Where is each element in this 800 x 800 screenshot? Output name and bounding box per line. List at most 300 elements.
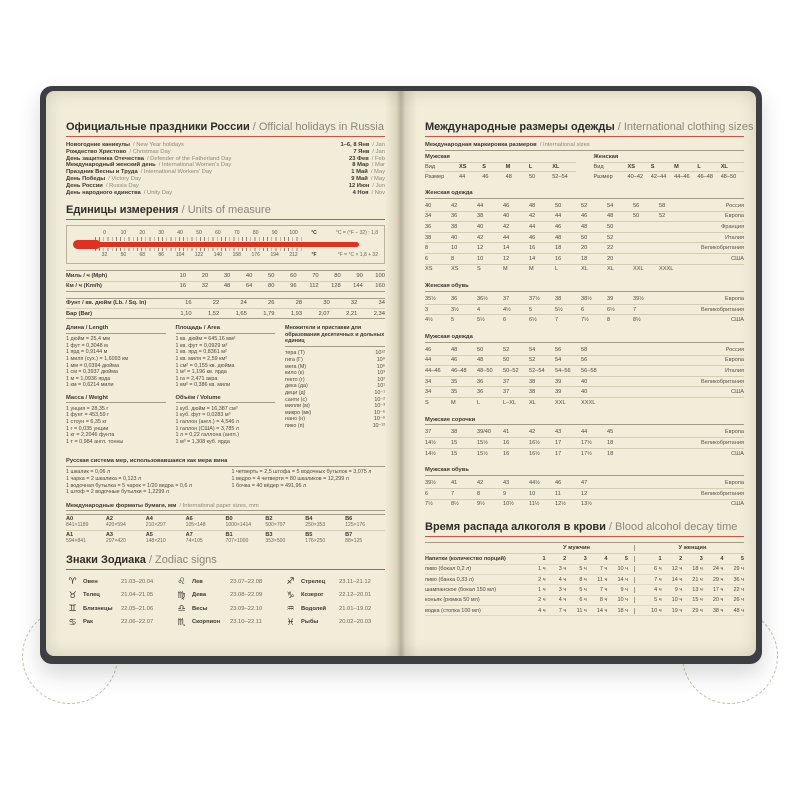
holiday-date-ru: 9 Май bbox=[351, 175, 368, 182]
zodiac-name: Телец bbox=[83, 592, 100, 599]
fahrenheit-value: 176 bbox=[251, 252, 260, 259]
size-cell: M bbox=[503, 266, 508, 273]
conversion-line: 1 т = 0,984 англ. тонны bbox=[66, 438, 124, 445]
holiday-name-en: / International Workers' Day bbox=[140, 169, 212, 176]
hours-cell: 7 ч bbox=[558, 607, 567, 614]
size-row-cells bbox=[425, 389, 607, 395]
size-cell: 56–58 bbox=[581, 367, 597, 374]
men-hours bbox=[525, 587, 628, 593]
size-cell: S bbox=[425, 399, 429, 406]
size-cell: 15 bbox=[451, 439, 458, 446]
conversion-line: 1 галлон (США) = 3,785 л bbox=[175, 425, 239, 432]
size-cell: 54 bbox=[529, 346, 536, 353]
women-hours bbox=[634, 577, 744, 583]
paper-format bbox=[106, 516, 146, 528]
celsius-value: 0 bbox=[103, 230, 106, 237]
paper-format-name: A3 bbox=[105, 532, 114, 539]
celsius-value: 20 bbox=[139, 230, 146, 237]
kind-cell: M bbox=[674, 163, 679, 170]
conversion-line: 1 миля (сух.) = 1,6093 км bbox=[66, 355, 129, 362]
men-group-header: У мужчин bbox=[562, 545, 591, 552]
size-row bbox=[425, 499, 744, 510]
size-cell: 18 bbox=[555, 245, 562, 252]
holiday-date-ru: 12 Июн bbox=[348, 182, 370, 189]
prefix-name: деци (д) bbox=[285, 389, 306, 396]
holiday-name bbox=[66, 169, 212, 176]
size-cell: 52 bbox=[529, 357, 536, 364]
units-section bbox=[66, 204, 385, 545]
row-label: Миль / ч (Mph) bbox=[66, 272, 108, 279]
country-label: Великобритания bbox=[701, 490, 744, 497]
size-cell: 40 bbox=[581, 389, 588, 396]
fahrenheit-value: 194 bbox=[270, 252, 279, 259]
size-cell: 37 bbox=[503, 296, 510, 303]
size-cell: 8 bbox=[425, 245, 429, 252]
size-cell: 42 bbox=[529, 213, 536, 220]
zodiac-section bbox=[66, 554, 385, 629]
hours-cell: 3 ч bbox=[558, 566, 567, 573]
prefix-name: санти (с) bbox=[285, 396, 307, 403]
zodiac-dates: 20.02–20.03 bbox=[339, 619, 372, 626]
size-section-title: Мужская обувь bbox=[425, 467, 744, 476]
value-cell: 1,79 bbox=[263, 310, 275, 317]
size-row-cells bbox=[425, 400, 607, 406]
prefix-row bbox=[285, 403, 385, 410]
zodiac-dates: 22.05–21.06 bbox=[121, 605, 154, 612]
size-cell: 38 bbox=[529, 378, 536, 385]
prefix-value: 10⁹ bbox=[376, 356, 385, 363]
prefix-name: пико (п) bbox=[285, 422, 305, 429]
drink-label: пиво (бокал 0,2 л) bbox=[425, 566, 472, 573]
value-cell: 34 bbox=[378, 300, 385, 307]
size-cell: 7 bbox=[555, 317, 559, 324]
marking-group-title: Мужская bbox=[425, 153, 450, 160]
clothing-title bbox=[425, 121, 754, 137]
size-cell: 46 bbox=[529, 234, 536, 241]
paper-format bbox=[305, 532, 345, 544]
size-cell: 42 bbox=[451, 202, 458, 209]
value-cell: 80 bbox=[334, 272, 341, 279]
size-cell: 10 bbox=[529, 490, 536, 497]
size-cell: 40 bbox=[503, 213, 510, 220]
paper-format bbox=[106, 532, 146, 544]
size-cell: 7½ bbox=[425, 501, 433, 508]
zodiac-icon: ♎ bbox=[177, 603, 186, 614]
size-row bbox=[425, 242, 744, 253]
hours-cell: 9 ч bbox=[620, 586, 628, 593]
size-row bbox=[425, 428, 744, 438]
size-cell: 5 bbox=[451, 317, 455, 324]
drinks-header-row bbox=[425, 554, 744, 564]
paper-format-size: 353×500 bbox=[265, 538, 286, 545]
size-cell: 37½ bbox=[529, 296, 540, 303]
size-row-cells bbox=[425, 213, 685, 219]
size-cell: 17 bbox=[555, 439, 562, 446]
holiday-date-en: / Mar bbox=[371, 162, 385, 169]
zodiac-icon: ♐ bbox=[286, 576, 295, 587]
prefix-name: дека (да) bbox=[285, 383, 308, 390]
size-cell: 48 bbox=[555, 234, 562, 241]
size-cell: 37 bbox=[503, 389, 510, 396]
row-label: Бар (Bar) bbox=[66, 310, 93, 317]
size-cell: 12 bbox=[503, 255, 510, 262]
size-cell: 14 bbox=[503, 245, 510, 252]
hours-cell: 22 ч bbox=[733, 586, 744, 593]
paper-format-size: 88×125 bbox=[345, 538, 363, 545]
size-cell: 9 bbox=[503, 490, 507, 497]
gender-header-row bbox=[425, 543, 744, 554]
clothing-title-ru: Международные размеры одежды bbox=[425, 121, 615, 133]
men-hours bbox=[525, 566, 628, 572]
size-cell: 36 bbox=[477, 389, 484, 396]
marking-group bbox=[594, 154, 745, 182]
marking-groups bbox=[425, 154, 744, 182]
value-cell: 1,65 bbox=[235, 310, 247, 317]
holidays-title-en: / Official holidays in Russia bbox=[252, 121, 384, 133]
size-cell: 46–48 bbox=[451, 367, 467, 374]
value-cell: 10 bbox=[179, 272, 187, 279]
hours-cell: 10 ч bbox=[671, 597, 683, 604]
value-cell: 100 bbox=[375, 272, 385, 279]
prefix-value: 10⁻⁹ bbox=[373, 416, 385, 423]
paper-format-size: 148×210 bbox=[145, 538, 166, 545]
celsius-scale bbox=[73, 230, 378, 236]
hours-cell: 29 ч bbox=[733, 566, 744, 573]
value-cell: 50 bbox=[268, 272, 275, 279]
zodiac-name: Скорпион bbox=[192, 619, 221, 626]
size-cell: 38 bbox=[529, 389, 536, 396]
paper-format-name: B3 bbox=[265, 532, 273, 539]
alcohol-title-ru: Время распада алкоголя в крови bbox=[425, 521, 606, 534]
conversion-line: 1 фунт = 453,59 г bbox=[66, 412, 110, 419]
prefix-value: 10⁻³ bbox=[374, 403, 385, 410]
clothing-section bbox=[425, 121, 754, 509]
size-cell: 46 bbox=[503, 202, 510, 209]
size-cell: 7 bbox=[633, 306, 637, 313]
zodiac-column bbox=[284, 575, 385, 629]
prefix-row bbox=[285, 364, 385, 371]
size-cell: 12 bbox=[581, 490, 588, 497]
value-cell: 1,93 bbox=[290, 310, 303, 317]
size-cell: 52 bbox=[581, 202, 588, 209]
holiday-name-en: / New Year holidays bbox=[133, 142, 184, 148]
size-cell: 48–50 bbox=[720, 173, 737, 180]
holiday-name-en: / International Women's Day bbox=[158, 162, 232, 169]
alcohol-table bbox=[425, 542, 744, 616]
holiday-date-ru: 1–6, 8 Янв bbox=[340, 142, 370, 148]
prefix-row bbox=[285, 410, 385, 417]
prefix-value: 10⁻¹² bbox=[372, 422, 385, 429]
size-cell: XXXL bbox=[581, 399, 596, 406]
wine-title: Русская система мер, использовавшаяся как мера вина bbox=[66, 458, 385, 467]
size-row-cells bbox=[425, 501, 607, 507]
celsius-value: 40 bbox=[177, 230, 183, 237]
prefix-name: кило (к) bbox=[285, 370, 305, 377]
holiday-date-en: / May bbox=[370, 169, 385, 176]
marking-size-row bbox=[425, 171, 576, 181]
women-hours bbox=[634, 587, 744, 593]
zodiac-icon: ♈ bbox=[68, 576, 77, 587]
size-cell: 18 bbox=[581, 255, 588, 262]
hours-cell: 18 ч bbox=[617, 607, 628, 614]
size-cell: 13½ bbox=[581, 501, 592, 508]
size-cell: S bbox=[477, 266, 481, 273]
fahrenheit-value: 86 bbox=[158, 252, 164, 259]
size-row bbox=[425, 264, 744, 275]
zodiac-item bbox=[284, 615, 385, 629]
size-section-title: Мужская одежда bbox=[425, 334, 744, 343]
row-cells bbox=[164, 283, 385, 289]
women-hours bbox=[634, 566, 744, 572]
size-cell: 39½ bbox=[633, 296, 644, 303]
marking-subtitle-ru: Международная маркировка размеров bbox=[425, 142, 537, 148]
conversion-line: 1 л = 0,22 галлона (англ.) bbox=[175, 432, 239, 439]
paper-format-size: 210×297 bbox=[145, 522, 166, 529]
value-cell: 90 bbox=[356, 272, 363, 279]
size-row-cells bbox=[425, 451, 633, 457]
conversion-blocks bbox=[66, 325, 385, 451]
zodiac-grid bbox=[66, 575, 385, 629]
wine-column-left bbox=[66, 469, 220, 495]
size-cell: 4 bbox=[477, 306, 481, 313]
notebook bbox=[40, 86, 762, 664]
size-cell: 39/40 bbox=[477, 429, 491, 436]
size-cell: 42 bbox=[477, 480, 484, 487]
zodiac-dates: 23.09–22.10 bbox=[230, 605, 263, 612]
holiday-name-en: / Russia Day bbox=[105, 182, 139, 189]
men-hours bbox=[525, 597, 628, 603]
holiday-list bbox=[66, 142, 385, 196]
size-section-title: Женская обувь bbox=[425, 283, 744, 292]
conversion-line: 1 кв. миля = 2,59 км² bbox=[175, 355, 227, 362]
country-label: Европа bbox=[724, 213, 744, 220]
hours-cell: 36 ч bbox=[733, 576, 744, 583]
women-hours bbox=[634, 597, 744, 603]
size-cell: 54 bbox=[555, 357, 562, 364]
size-row bbox=[425, 345, 744, 355]
prefix-row bbox=[285, 357, 385, 364]
marking-subtitle bbox=[425, 142, 744, 151]
paper-format-size: 176×250 bbox=[305, 538, 326, 545]
count-header-cell: 1 bbox=[658, 555, 662, 562]
conversion-line: 1 кв. фут = 0,0929 м² bbox=[175, 342, 228, 349]
fahrenheit-value: 122 bbox=[194, 252, 204, 259]
size-cell: 46–48 bbox=[697, 173, 713, 180]
conversion-line: 1 куб. фут = 0,0283 м³ bbox=[175, 412, 231, 419]
prefix-row bbox=[285, 390, 385, 397]
units-title-ru: Единицы измерения bbox=[66, 204, 179, 217]
size-cell: 48 bbox=[581, 224, 588, 231]
size-cell: 50 bbox=[528, 173, 536, 180]
size-cell: 14½ bbox=[425, 439, 436, 446]
hours-cell: 14 ч bbox=[596, 607, 608, 614]
hours-cell: 10 ч bbox=[617, 566, 628, 573]
size-cell: 45 bbox=[607, 429, 614, 436]
size-cell: 6 bbox=[425, 490, 429, 497]
prefix-value: 10⁻⁶ bbox=[373, 409, 385, 416]
hours-cell: 6 ч bbox=[654, 566, 662, 573]
size-cell: 38 bbox=[555, 296, 562, 303]
size-cell: 50 bbox=[503, 357, 510, 364]
size-cell: 48 bbox=[529, 202, 536, 209]
count-header-cell: 3 bbox=[699, 555, 703, 562]
zodiac-icon: ♌ bbox=[177, 576, 186, 587]
paper-title-en: / International paper sizes, mm bbox=[179, 502, 259, 509]
size-cell: 4½ bbox=[503, 306, 511, 313]
zodiac-dates: 22.06–22.07 bbox=[121, 619, 154, 626]
size-cell: 50 bbox=[607, 224, 614, 231]
size-row bbox=[425, 488, 744, 499]
prefix-row bbox=[285, 397, 385, 404]
paper-format bbox=[186, 532, 226, 544]
size-cell: 40 bbox=[425, 202, 432, 209]
conversion-column-1 bbox=[66, 325, 166, 451]
conversion-line: 1 кг = 2,2046 фунта bbox=[66, 432, 115, 439]
kind-cell: XS bbox=[459, 163, 467, 170]
paper-format-name: B1 bbox=[225, 532, 233, 539]
size-row-cells bbox=[425, 266, 685, 272]
women-group-header: У женщин bbox=[634, 545, 744, 551]
hours-cell: 5 ч bbox=[654, 597, 662, 604]
size-cell: 16 bbox=[503, 450, 510, 457]
marking-group bbox=[425, 154, 576, 182]
row-cells bbox=[164, 311, 385, 317]
kind-cell: L bbox=[528, 163, 533, 170]
table-row bbox=[66, 299, 385, 308]
celsius-value: 80 bbox=[252, 230, 259, 237]
kind-label: Вид bbox=[593, 163, 604, 170]
size-cell: 11 bbox=[555, 490, 561, 497]
size-cell: 52 bbox=[659, 213, 666, 220]
women-count-headers bbox=[634, 556, 744, 562]
size-row-cells bbox=[425, 347, 607, 353]
paper-format bbox=[345, 516, 385, 528]
size-cell: 46 bbox=[555, 224, 562, 231]
size-cell: 48 bbox=[477, 357, 484, 364]
holiday-date-en: / Feb bbox=[371, 155, 385, 162]
holiday-row bbox=[66, 176, 385, 183]
drink-label: коньяк (рюмка 50 мл) bbox=[425, 597, 480, 604]
fahrenheit-value: 50 bbox=[120, 252, 127, 259]
paper-format-size: 1000×1414 bbox=[225, 522, 252, 529]
size-cell: 47 bbox=[581, 480, 588, 487]
size-cell: L bbox=[477, 399, 481, 406]
size-cell: 41 bbox=[451, 480, 458, 487]
paper-format bbox=[345, 532, 385, 544]
units-title bbox=[66, 204, 385, 220]
hours-cell: 13 ч bbox=[692, 586, 703, 593]
size-cell: 17½ bbox=[581, 439, 592, 446]
paper-formats-block bbox=[66, 503, 385, 546]
size-cell: 14 bbox=[529, 255, 536, 262]
hours-cell: 1 ч bbox=[538, 586, 546, 593]
holiday-name bbox=[66, 176, 141, 183]
kind-cell: L bbox=[697, 163, 701, 170]
hours-cell: 10 ч bbox=[617, 597, 628, 604]
holiday-row bbox=[66, 162, 385, 169]
holiday-name-ru: День народного единства bbox=[66, 189, 141, 196]
size-cell: 18 bbox=[607, 450, 614, 457]
size-cell: 37 bbox=[503, 378, 510, 385]
size-cell: XL bbox=[607, 266, 614, 273]
hours-cell: 5 ч bbox=[579, 566, 587, 573]
size-cell: 46 bbox=[482, 173, 489, 180]
size-cell: 35½ bbox=[425, 296, 436, 303]
thermometer-graphic bbox=[66, 225, 385, 264]
country-label: Европа bbox=[724, 480, 744, 487]
holidays-title-ru: Официальные праздники России bbox=[66, 121, 250, 133]
thermometer-bar bbox=[73, 242, 359, 247]
value-cell: 16 bbox=[185, 300, 192, 307]
alcohol-title-en: / Blood alcohol decay time bbox=[608, 521, 738, 534]
size-cell: 52 bbox=[503, 346, 510, 353]
size-cell: 48–50 bbox=[477, 367, 493, 374]
drink-row bbox=[425, 606, 744, 616]
size-row bbox=[425, 304, 744, 315]
value-cell: 2,07 bbox=[318, 310, 330, 317]
mass-lines bbox=[66, 406, 166, 446]
hours-cell: 4 ч bbox=[654, 586, 662, 593]
country-label: Италия bbox=[724, 234, 744, 241]
zodiac-name: Дева bbox=[192, 592, 207, 599]
size-cell: 46 bbox=[581, 213, 588, 220]
size-cell: 46 bbox=[425, 346, 432, 353]
size-cell: 12½ bbox=[555, 501, 566, 508]
hours-cell: 7 ч bbox=[599, 586, 608, 593]
size-cell: 6 bbox=[581, 306, 585, 313]
holiday-name-en: / Victory Day bbox=[108, 175, 142, 182]
conversion-column-2 bbox=[176, 325, 276, 451]
left-page bbox=[46, 91, 401, 656]
paper-format-name: B7 bbox=[345, 532, 353, 539]
hours-cell: 7 ч bbox=[599, 566, 608, 573]
value-cell: 30 bbox=[323, 300, 330, 307]
size-row bbox=[425, 478, 744, 488]
paper-format bbox=[226, 516, 266, 528]
size-table bbox=[425, 345, 744, 408]
size-cell: XXL bbox=[633, 266, 644, 273]
holiday-row bbox=[66, 183, 385, 190]
paper-format bbox=[265, 516, 305, 528]
size-row-cells bbox=[425, 379, 607, 385]
kind-cell: M bbox=[505, 163, 511, 170]
holiday-date bbox=[351, 169, 385, 176]
drinks-column-header: Напитки (количество порций) bbox=[425, 555, 506, 562]
zodiac-icon: ♉ bbox=[68, 589, 77, 600]
size-row-cells bbox=[425, 440, 633, 446]
holiday-name-ru: День России bbox=[66, 182, 103, 189]
prefix-name: милли (м) bbox=[285, 403, 310, 410]
zodiac-name: Весы bbox=[192, 605, 208, 612]
size-row-cells bbox=[425, 203, 685, 209]
value-cell: 2,21 bbox=[346, 310, 358, 317]
conversion-line: 1 дюйм = 25,4 мм bbox=[66, 336, 110, 343]
fahrenheit-value: 32 bbox=[101, 252, 108, 259]
value-cell: 22 bbox=[212, 300, 220, 307]
size-cell: 5½ bbox=[477, 317, 485, 324]
country-label: Европа bbox=[724, 429, 744, 436]
area-title: Площадь / Area bbox=[176, 325, 276, 334]
size-cell: 16½ bbox=[529, 450, 540, 457]
drink-label: шампанское (бокал 150 мл) bbox=[425, 586, 497, 593]
size-row-cells bbox=[425, 296, 659, 302]
size-cell: 52–54 bbox=[529, 367, 545, 374]
units-title-en: / Units of measure bbox=[181, 204, 271, 217]
size-cell: 40–42 bbox=[627, 173, 644, 180]
prefix-name: нано (н) bbox=[285, 416, 306, 423]
kind-cell: S bbox=[482, 163, 487, 170]
zodiac-dates: 23.11–21.12 bbox=[339, 578, 371, 585]
